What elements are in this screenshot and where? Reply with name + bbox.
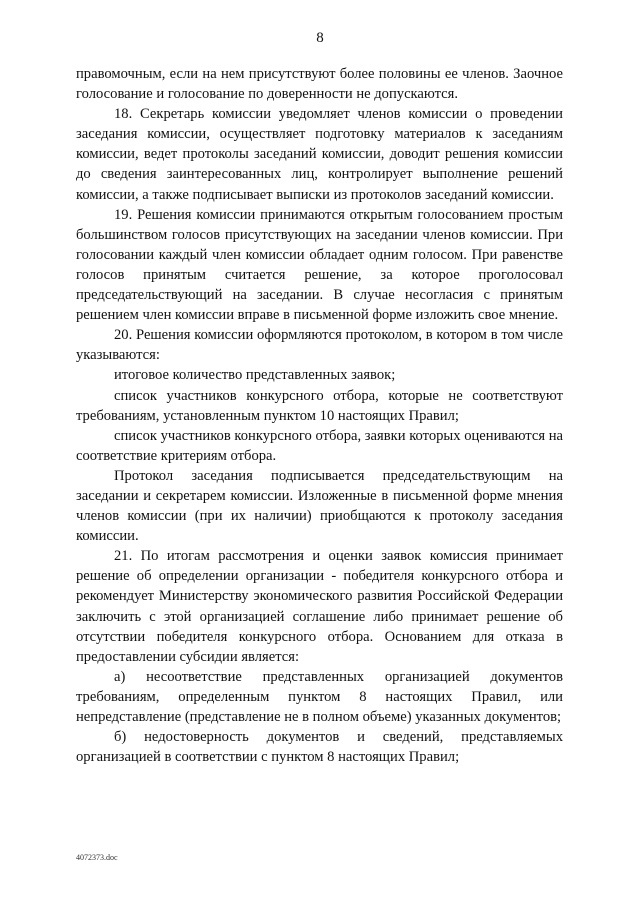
paragraph-21-decision: 21. По итогам рассмотрения и оценки заявок комиссия принимает решение об определении организации - победителя конкурсного отбора и рекомендует Министерству экономического развития Российской Федерации заключить с этой организацией соглашение либо принимает решение об отсутствии победителя конкурсного отбора. Основанием для отказа в предоставлении субсидии является: <box>76 548 563 665</box>
paragraph-19-voting: 19. Решения комиссии принимаются открытым голосованием простым большинством голосов присутствующих на заседании членов комиссии. При голосовании каждый член комиссии обладает одним голосом. При равенстве голосов принятым считается решение, за которое проголосовал председательствующий на заседании. В случае несогласия с принятым решением член комиссии вправе в письменной форме изложить свое мнение. <box>76 206 563 324</box>
paragraph-20-protocol: 20. Решения комиссии оформляются протоколом, в котором в том числе указываются: <box>76 327 563 364</box>
list-item-b-unreliability: б) недостоверность документов и сведений, представляемых организацией в соответствии с пунктом 8 настоящих Правил; <box>76 729 563 766</box>
list-item-evaluated-participants: список участников конкурсного отбора, заявки которых оцениваются на соответствие критериям отбора. <box>76 427 563 464</box>
paragraph-quorum-continuation: правомочным, если на нем присутствуют более половины ее членов. Заочное голосование и голосование по доверенности не допускаются. <box>76 66 563 103</box>
page-number: 8 <box>316 30 324 46</box>
list-item-non-compliant-participants: список участников конкурсного отбора, которые не соответствуют требованиям, установленным пунктом 10 настоящих Правил; <box>76 387 563 424</box>
paragraph-protocol-signing: Протокол заседания подписывается председательствующим на заседании и секретарем комиссии. Изложенные в письменной форме мнения членов комиссии (при их наличии) приобщаются к протоколу заседания комиссии. <box>76 467 563 545</box>
document-body <box>76 64 563 767</box>
paragraph-18-secretary: 18. Секретарь комиссии уведомляет членов комиссии о проведении заседания комиссии, осуществляет подготовку материалов к заседаниям комиссии, ведет протоколы заседаний комиссии, доводит решения комиссии до сведения заинтересованных лиц, контролирует выполнение решений комиссии, а также подписывает выписки из протоколов заседаний комиссии. <box>76 106 563 203</box>
list-item-a-non-compliance: а) несоответствие представленных организацией документов требованиям, определенным пунктом 8 настоящих Правил, или непредставление (представление не в полном объеме) указанных документов; <box>76 668 563 725</box>
list-item-total-applications: итоговое количество представленных заявок; <box>114 367 396 384</box>
document-footer-filename: 4072373.doc <box>76 853 118 862</box>
